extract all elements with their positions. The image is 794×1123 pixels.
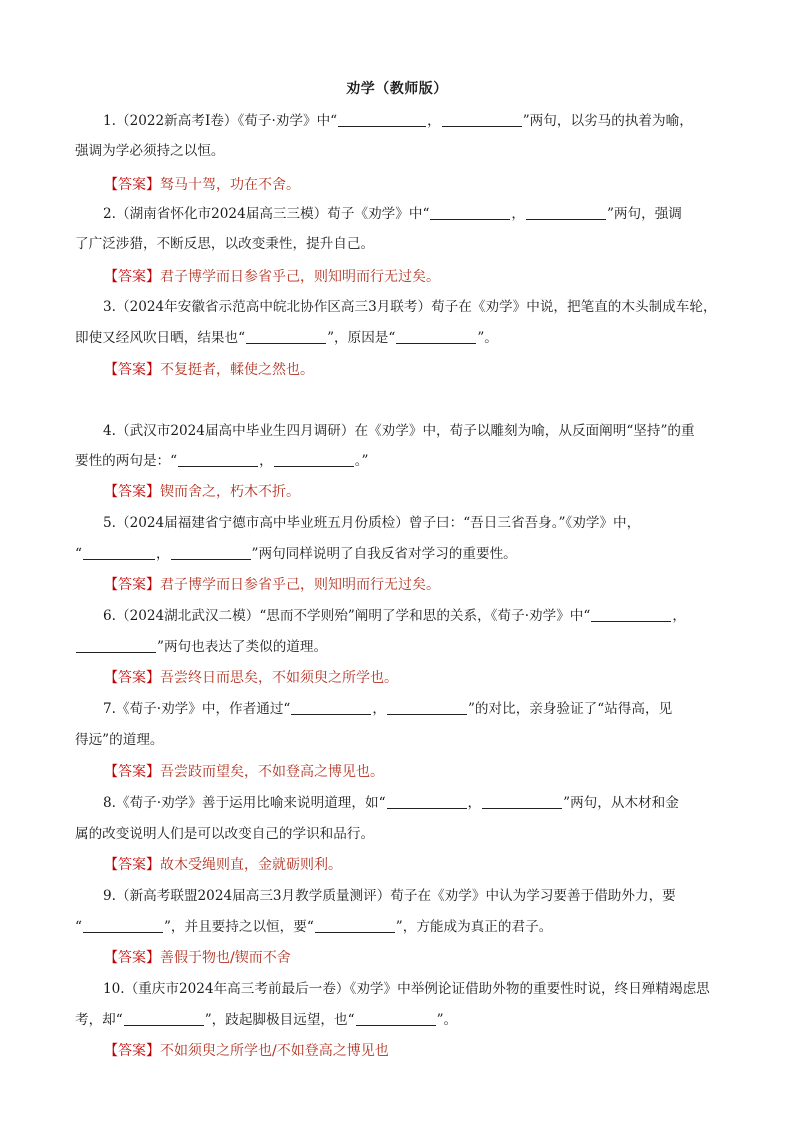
- question-6: 6.（2024湖北武汉二模）“思而不学则殆”阐明了学和思的关系，《荀子·劝学》中“ ，: [103, 608, 686, 624]
- question-5-cont: “ ， ”两句同样说明了自我反省对学习的重要性。: [75, 546, 517, 562]
- answer-2: 【答案】君子博学而日参省乎己，则知明而行无过矣。: [104, 269, 440, 285]
- answer-tag: 【答案】: [104, 484, 160, 500]
- fill-blank[interactable]: [83, 544, 155, 560]
- answer-tag: 【答案】: [104, 362, 160, 378]
- question-10-cont: 考，却“ ”，跂起脚极目远望，也“ ”。: [75, 1012, 458, 1028]
- question-1: 1.（2022新高考Ⅰ卷）《荀子·劝学》中“ ， ”两句，以劣马的执着为喻，: [103, 113, 693, 129]
- question-9: 9.（新高考联盟2024届高三3月教学质量测评）荀子在《劝学》中认为学习要善于借助外力，要: [103, 888, 676, 904]
- fill-blank[interactable]: [356, 1010, 436, 1026]
- answer-tag: 【答案】: [104, 577, 160, 593]
- question-4-cont: 要性的两句是：“ ， 。”: [75, 453, 369, 469]
- fill-blank[interactable]: [482, 793, 562, 809]
- fill-blank[interactable]: [274, 451, 354, 467]
- fill-blank[interactable]: [246, 328, 326, 344]
- fill-blank[interactable]: [396, 328, 476, 344]
- question-1-cont: 强调为学必须持之以恒。: [75, 143, 225, 159]
- answer-8: 【答案】故木受绳则直，金就砺则利。: [104, 857, 342, 873]
- fill-blank[interactable]: [76, 637, 156, 653]
- fill-blank[interactable]: [526, 204, 606, 220]
- answer-4: 【答案】锲而舍之，朽木不折。: [104, 484, 300, 500]
- question-9-cont: “ ”，并且要持之以恒，要“ ”，方能成为真正的君子。: [75, 919, 553, 935]
- question-3-cont: 即使又经风吹日晒，结果也“ ”，原因是“ ”。: [75, 330, 498, 346]
- question-8-cont: 属的改变说明人们是可以改变自己的学识和品行。: [75, 826, 375, 842]
- answer-5: 【答案】君子博学而日参省乎己，则知明而行无过矣。: [104, 577, 440, 593]
- answer-1: 【答案】驽马十驾，功在不舍。: [104, 177, 300, 193]
- question-2-cont: 了广泛涉猎，不断反思，以改变秉性，提升自己。: [75, 236, 375, 252]
- question-4: 4.（武汉市2024届高中毕业生四月调研）在《劝学》中，荀子以雕刻为喻，从反面阐明“坚持”的重: [103, 423, 695, 439]
- fill-blank[interactable]: [430, 204, 510, 220]
- answer-6: 【答案】吾尝终日而思矣，不如须臾之所学也。: [104, 670, 398, 686]
- question-2: 2.（湖南省怀化市2024届高三三模）荀子《劝学》中“ ， ”两句，强调: [103, 206, 682, 222]
- question-7: 7.《荀子·劝学》中，作者通过“ ， ”的对比，亲身验证了“站得高，见: [103, 701, 673, 717]
- question-10: 10.（重庆市2024年高三考前最后一卷）《劝学》中举例论证借助外物的重要性时说，终日殚精竭虑思: [103, 981, 710, 997]
- question-3: 3.（2024年安徽省示范高中皖北协作区高三3月联考）荀子在《劝学》中说，把笔直的木头制成车轮，: [103, 299, 717, 315]
- fill-blank[interactable]: [338, 111, 426, 127]
- fill-blank[interactable]: [124, 1010, 204, 1026]
- answer-9: 【答案】善假于物也/锲而不舍: [104, 950, 291, 966]
- fill-blank[interactable]: [83, 917, 163, 933]
- answer-tag: 【答案】: [104, 1043, 160, 1059]
- fill-blank[interactable]: [387, 793, 467, 809]
- fill-blank[interactable]: [387, 699, 467, 715]
- answer-tag: 【答案】: [104, 269, 160, 285]
- fill-blank[interactable]: [178, 451, 258, 467]
- question-8: 8.《荀子·劝学》善于运用比喻来说明道理，如“ ， ”两句，从木材和金: [103, 795, 679, 811]
- answer-tag: 【答案】: [104, 670, 160, 686]
- answer-tag: 【答案】: [104, 950, 160, 966]
- answer-tag: 【答案】: [104, 857, 160, 873]
- question-5: 5.（2024届福建省宁德市高中毕业班五月份质检）曾子曰：“吾日三省吾身。”《劝学》中，: [103, 515, 641, 531]
- answer-tag: 【答案】: [104, 764, 160, 780]
- answer-10: 【答案】不如须臾之所学也/不如登高之博见也: [104, 1043, 389, 1059]
- fill-blank[interactable]: [291, 699, 371, 715]
- fill-blank[interactable]: [591, 606, 671, 622]
- answer-7: 【答案】吾尝跂而望矣，不如登高之博见也。: [104, 764, 384, 780]
- answer-3: 【答案】不复挺者，輮使之然也。: [104, 362, 314, 378]
- answer-tag: 【答案】: [104, 177, 160, 193]
- fill-blank[interactable]: [315, 917, 395, 933]
- question-6-cont: ”两句也表达了类似的道理。: [75, 637, 327, 657]
- question-7-cont: 得远”的道理。: [75, 732, 164, 748]
- fill-blank[interactable]: [442, 111, 522, 127]
- page-title: 劝学（教师版）: [346, 81, 448, 97]
- fill-blank[interactable]: [171, 544, 251, 560]
